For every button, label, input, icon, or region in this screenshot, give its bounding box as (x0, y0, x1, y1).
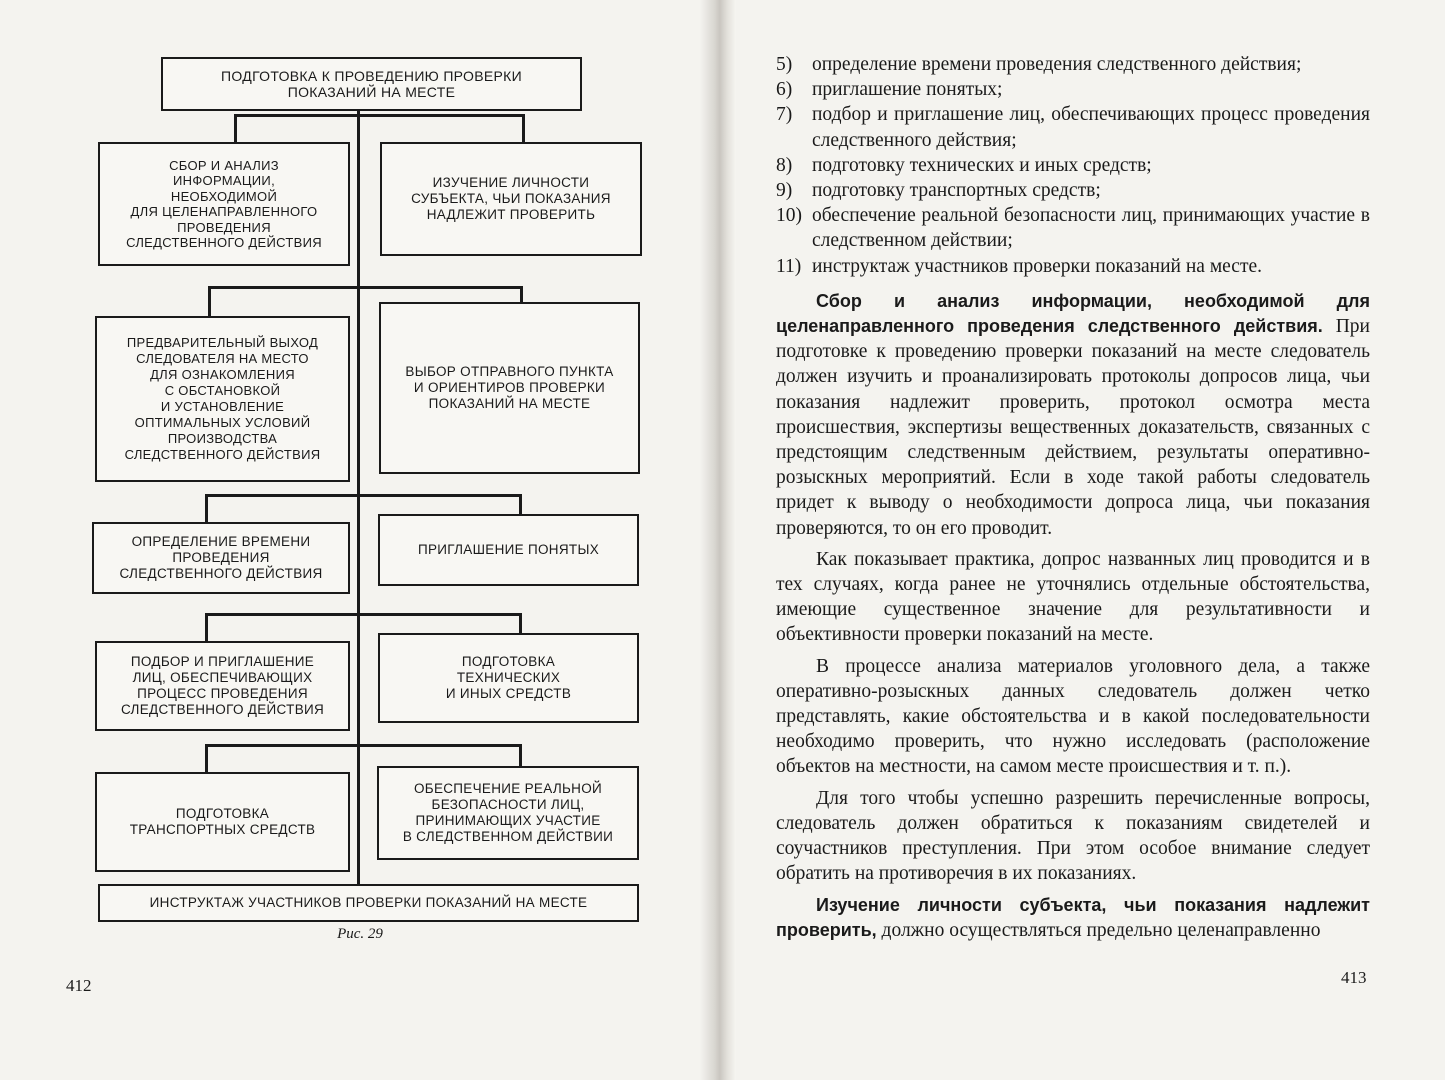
list-item (776, 178, 1370, 203)
box-personality-study-text: ИЗУЧЕНИЕ ЛИЧНОСТИ СУБЪЕКТА, ЧЬИ ПОКАЗАНИЯ НАДЛЕЖИТ ПРОВЕРИТЬ (411, 175, 611, 222)
box-personality-study (380, 142, 642, 256)
box-witnesses-invitation (378, 514, 639, 586)
list-item (776, 77, 1370, 102)
right-page (736, 0, 1445, 1080)
list-item-number: 10) (776, 205, 802, 227)
list-item (776, 52, 1370, 77)
connector-v-2r (520, 286, 523, 302)
list-item-text: приглашение понятых; (812, 79, 1003, 101)
right-page-number: 413 (1341, 968, 1367, 987)
connector-v-5l (205, 744, 208, 772)
box-preliminary-visit-text: ПРЕДВАРИТЕЛЬНЫЙ ВЫХОД СЛЕДОВАТЕЛЯ НА МЕСТО ДЛЯ ОЗНАКОМЛЕНИЯ С ОБСТАНОВКОЙ И УСТАНОВЛЕНИЕ ОПТИМАЛЬНЫХ УСЛОВИЙ ПРОИЗВОДСТВА СЛЕДСТВЕННОГО ДЕЙСТВИЯ (124, 335, 321, 462)
connector-h-2 (208, 286, 522, 289)
list-item-text: подготовку транспортных средств; (812, 180, 1101, 202)
paragraph-analysis: В процессе анализа материалов уголовного дела, а также оперативно-розыскных данных следователь должен четко представлять, какие обстоятельства и в какой последовательности необходимо проверить, что нужно исследовать (расположение объектов на местности, на самом месте происшествия и т. п.). (776, 655, 1370, 778)
steps-list (776, 52, 1370, 279)
list-item-text: подбор и приглашение лиц, обеспечивающих процесс проведения следственного действия; (812, 104, 1370, 151)
list-item-number: 7) (776, 104, 793, 126)
paragraph-practice: Как показывает практика, допрос названных лиц проводится и в тех случаях, когда ранее не уточнялись отдельные обстоятельства, имеющие существенное значение для результативности и объективности проверки показаний на месте. (776, 548, 1370, 646)
paragraph-body: При подготовке к проведению проверки показаний на месте следователь должен изучить и проанализировать протоколы допросов лица, чьи показания надлежит проверить, протокол осмотра места происшествия, экспертизы вещественных доказательств, связанных с предстоящим следственным действием, результаты оперативно-розыскных мероприятий. Если в ходе такой работы следователь придет к выводу о необходимости допроса лица, чьи показания проверяются, то он его проводит. (776, 316, 1370, 539)
box-persons-selection (95, 641, 350, 731)
figure-caption: Рис. 29 (337, 926, 383, 942)
left-page (0, 0, 715, 1080)
right-page-text (776, 52, 1370, 943)
paragraph-heading: Изучение личности субъекта, чьи показания надлежит проверить, (776, 894, 1370, 940)
connector-v-2l (208, 286, 211, 316)
connector-v-3r (519, 494, 522, 514)
box-security-text: ОБЕСПЕЧЕНИЕ РЕАЛЬНОЙ БЕЗОПАСНОСТИ ЛИЦ, ПРИНИМАЮЩИХ УЧАСТИЕ В СЛЕДСТВЕННОМ ДЕЙСТВИИ (402, 781, 614, 844)
connector-h-3 (205, 494, 521, 497)
list-item-text: обеспечение реальной безопасности лиц, принимающих участие в следственном действии; (812, 205, 1370, 252)
connector-v-1r (522, 114, 525, 142)
paragraph-info-collection (776, 289, 1370, 541)
box-time-definition (92, 522, 350, 594)
list-item (776, 153, 1370, 178)
paragraph-questions: Для того чтобы успешно разрешить перечисленные вопросы, следователь должен обратиться к показаниям свидетелей и соучастников преступления. При этом особое внимание следует обратить на противоречия в их показаниях. (776, 787, 1370, 885)
connector-h-1 (234, 114, 524, 117)
box-technical-means (378, 633, 639, 723)
paragraph-body: должно осуществляться предельно целенаправленно (876, 919, 1321, 941)
connector-v-3l (205, 494, 208, 522)
paragraph-heading: Сбор и анализ информации, необходимой для целенаправленного проведения следственного действия. (776, 290, 1370, 337)
box-starting-point (379, 302, 640, 474)
box-security (377, 766, 639, 860)
list-item-text: подготовку технических и иных средств; (812, 154, 1152, 176)
list-item-number: 6) (776, 79, 793, 101)
list-item (776, 203, 1370, 253)
list-item-text: определение времени проведения следственного действия; (812, 54, 1302, 75)
connector-v-1l (234, 114, 237, 142)
box-persons-selection-text: ПОДБОР И ПРИГЛАШЕНИЕ ЛИЦ, ОБЕСПЕЧИВАЮЩИХ ПРОЦЕСС ПРОВЕДЕНИЯ СЛЕДСТВЕННОГО ДЕЙСТВИЯ (120, 654, 325, 717)
list-item (776, 102, 1370, 152)
list-item-text: инструктаж участников проверки показаний на месте. (812, 255, 1263, 277)
box-info-collection-text: СБОР И АНАЛИЗ ИНФОРМАЦИИ, НЕОБХОДИМОЙ ДЛЯ ЦЕЛЕНАПРАВЛЕННОГО ПРОВЕДЕНИЯ СЛЕДСТВЕННОГО ДЕЙСТВИЯ (126, 157, 322, 250)
diagram-title-text: ПОДГОТОВКА К ПРОВЕДЕНИЮ ПРОВЕРКИ ПОКАЗАНИЙ НА МЕСТЕ (221, 68, 522, 100)
box-technical-means-text: ПОДГОТОВКА ТЕХНИЧЕСКИХ И ИНЫХ СРЕДСТВ (445, 654, 572, 701)
connector-v-4r (519, 613, 522, 633)
connector-h-5 (205, 744, 521, 747)
box-briefing-text: ИНСТРУКТАЖ УЧАСТНИКОВ ПРОВЕРКИ ПОКАЗАНИЙ НА МЕСТЕ (149, 895, 588, 910)
box-time-definition-text: ОПРЕДЕЛЕНИЕ ВРЕМЕНИ ПРОВЕДЕНИЯ СЛЕДСТВЕННОГО ДЕЙСТВИЯ (119, 534, 323, 581)
connector-h-4 (205, 613, 521, 616)
left-page-number: 412 (66, 976, 92, 995)
list-item (776, 254, 1370, 279)
box-preliminary-visit (95, 316, 350, 482)
connector-v-4l (205, 613, 208, 641)
box-transport-text: ПОДГОТОВКА ТРАНСПОРТНЫХ СРЕДСТВ (129, 806, 316, 837)
box-witnesses-invitation-text: ПРИГЛАШЕНИЕ ПОНЯТЫХ (417, 542, 599, 557)
box-briefing (98, 884, 639, 922)
list-item-number: 8) (776, 154, 793, 176)
diagram-title-box (161, 57, 582, 111)
box-info-collection (98, 142, 350, 266)
box-starting-point-text: ВЫБОР ОТПРАВНОГО ПУНКТА И ОРИЕНТИРОВ ПРОВЕРКИ ПОКАЗАНИЙ НА МЕСТЕ (405, 364, 614, 411)
list-item-number: 5) (776, 54, 793, 75)
list-item-number: 9) (776, 180, 793, 202)
paragraph-personality (776, 893, 1370, 943)
connector-v-5r (519, 744, 522, 766)
box-transport (95, 772, 350, 872)
list-item-number: 11) (776, 255, 802, 277)
